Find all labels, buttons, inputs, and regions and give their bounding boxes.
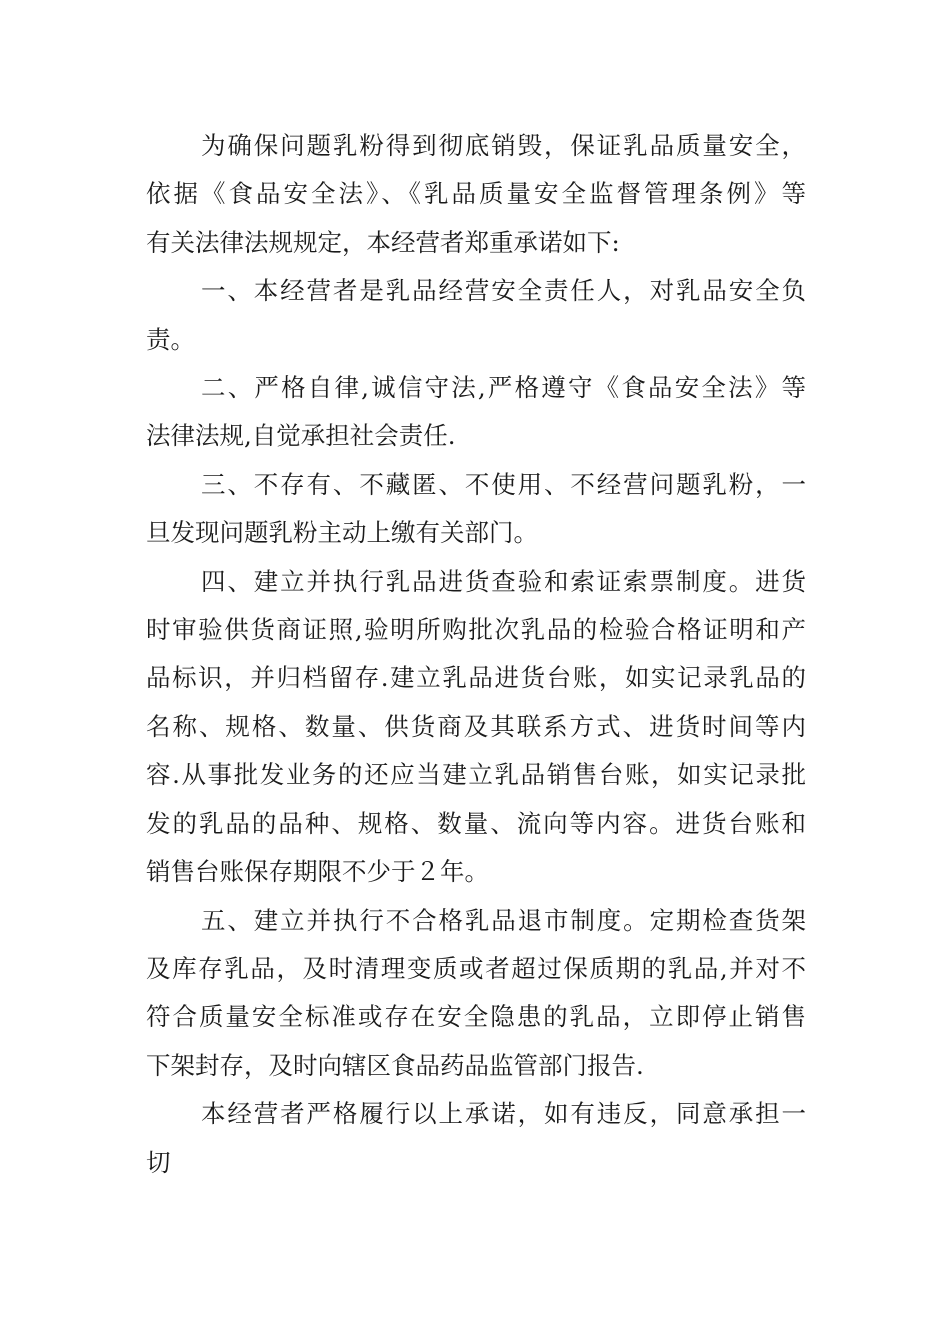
paragraph-item-4 [146, 558, 806, 897]
paragraph-closing [146, 1090, 806, 1187]
text-line: 法律法规,自觉承担社会责任. [146, 421, 456, 451]
text-line: 下架封存，及时向辖区食品药品监管部门报告. [146, 1050, 644, 1080]
text-line: 切 [146, 1147, 171, 1177]
text-line: 三、不存有、不藏匿、不使用、不经营问题乳粉，一 [201, 469, 806, 499]
text-line: 有关法律法规规定，本经营者郑重承诺如下: [146, 227, 620, 257]
paragraph-preamble [146, 122, 806, 267]
text-line: 二、严格自律,诚信守法,严格遵守《食品安全法》等 [201, 373, 806, 403]
text-line: 及库存乳品，及时清理变质或者超过保质期的乳品,并对不 [146, 953, 806, 983]
text-line: 旦发现问题乳粉主动上缴有关部门。 [146, 518, 538, 548]
text-line: 发的乳品的品种、规格、数量、流向等内容。进货台账和 [146, 808, 806, 838]
document-body [146, 122, 806, 1187]
text-line: 五、建立并执行不合格乳品退市制度。定期检查货架 [201, 905, 806, 935]
text-line: 责。 [146, 324, 195, 354]
text-line: 时审验供货商证照,验明所购批次乳品的检验合格证明和产 [146, 615, 806, 645]
paragraph-item-5 [146, 897, 806, 1091]
text-line: 销售台账保存期限不少于２年。 [146, 857, 489, 887]
text-line: 名称、规格、数量、供货商及其联系方式、进货时间等内 [146, 711, 806, 741]
text-line: 品标识，并归档留存.建立乳品进货台账，如实记录乳品的 [146, 663, 806, 693]
text-line: 符合质量安全标准或存在安全隐患的乳品，立即停止销售 [146, 1002, 806, 1032]
text-line: 本经营者严格履行以上承诺，如有违反，同意承担一 [201, 1099, 806, 1129]
text-line: 依据《食品安全法》、《乳品质量安全监督管理条例》等 [146, 179, 806, 209]
text-line: 容.从事批发业务的还应当建立乳品销售台账，如实记录批 [146, 760, 806, 790]
text-line: 四、建立并执行乳品进货查验和索证索票制度。进货 [201, 566, 806, 596]
text-line: 为确保问题乳粉得到彻底销毁，保证乳品质量安全， [201, 131, 806, 160]
text-line: 一、本经营者是乳品经营安全责任人，对乳品安全负 [201, 276, 806, 306]
paragraph-item-2 [146, 364, 806, 461]
paragraph-item-3 [146, 461, 806, 558]
paragraph-item-1 [146, 267, 806, 364]
